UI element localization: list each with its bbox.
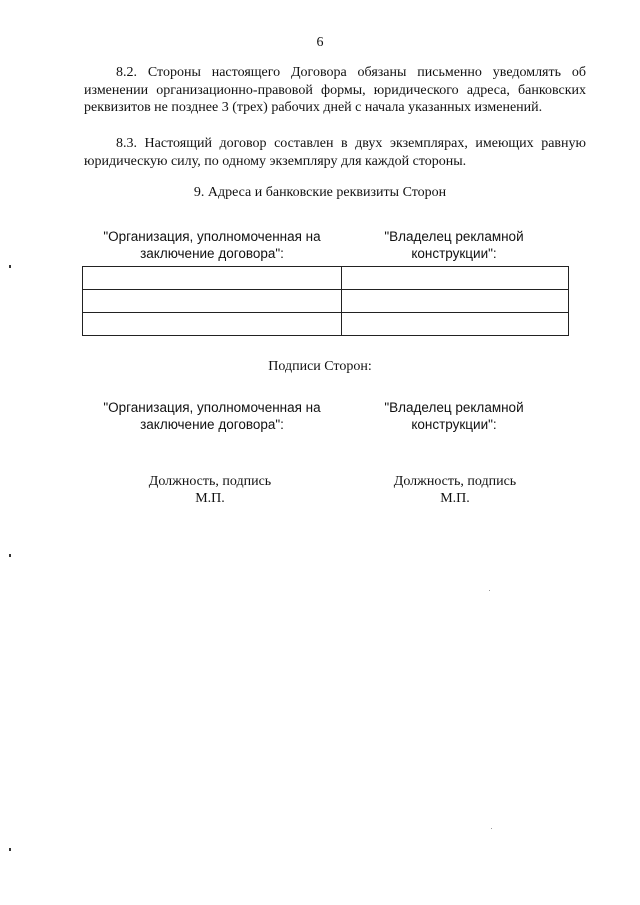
owner-stamp-place: М.П. bbox=[440, 491, 470, 506]
table-row bbox=[83, 267, 569, 290]
section-9-heading: 9. Адреса и банковские реквизиты Сторон bbox=[193, 185, 447, 200]
owner-signature-block bbox=[355, 473, 555, 507]
paragraph-8-3: 8.3. Настоящий договор составлен в двух экземплярах, имеющих равную юридическую силу, по одному экземпляру для каждой стороны. bbox=[84, 136, 586, 169]
signatures-heading: Подписи Сторон: bbox=[268, 359, 372, 374]
table-row bbox=[83, 313, 569, 336]
signature-organization-line2: заключение договора": bbox=[140, 417, 284, 432]
scan-mark bbox=[9, 848, 11, 851]
signature-organization-line1: "Организация, уполномоченная на bbox=[103, 400, 321, 415]
signature-owner-label bbox=[340, 399, 568, 433]
table-cell bbox=[342, 290, 569, 313]
signature-owner-line2: конструкции": bbox=[411, 417, 497, 432]
scan-mark bbox=[9, 554, 11, 557]
owner-label-line1: "Владелец рекламной bbox=[384, 229, 524, 244]
table-cell bbox=[83, 290, 342, 313]
table-cell bbox=[83, 267, 342, 290]
scan-mark bbox=[489, 590, 490, 591]
owner-label-line2: конструкции": bbox=[411, 246, 497, 261]
table-cell bbox=[342, 267, 569, 290]
organization-label-line2: заключение договора": bbox=[140, 246, 284, 261]
table-cell bbox=[342, 313, 569, 336]
table-row bbox=[83, 290, 569, 313]
owner-position-signature: Должность, подпись bbox=[393, 474, 517, 489]
signature-organization-label bbox=[84, 399, 340, 433]
scan-mark bbox=[9, 265, 11, 268]
table-cell bbox=[83, 313, 342, 336]
requisites-table bbox=[82, 266, 569, 336]
organization-position-signature: Должность, подпись bbox=[148, 474, 272, 489]
signature-owner-line1: "Владелец рекламной bbox=[384, 400, 524, 415]
organization-label-line1: "Организация, уполномоченная на bbox=[103, 229, 321, 244]
organization-signature-block bbox=[100, 473, 320, 507]
organization-party-label bbox=[84, 228, 340, 262]
scan-mark bbox=[491, 828, 492, 829]
owner-party-label bbox=[340, 228, 568, 262]
page-number: 6 bbox=[316, 35, 324, 50]
organization-stamp-place: М.П. bbox=[195, 491, 225, 506]
paragraph-8-2: 8.2. Стороны настоящего Договора обязаны письменно уведомлять об изменении организационно-правовой формы, юридического адреса, банковских реквизитов не позднее 3 (трех) рабочих дней с начала указанных изменений. bbox=[84, 65, 586, 115]
